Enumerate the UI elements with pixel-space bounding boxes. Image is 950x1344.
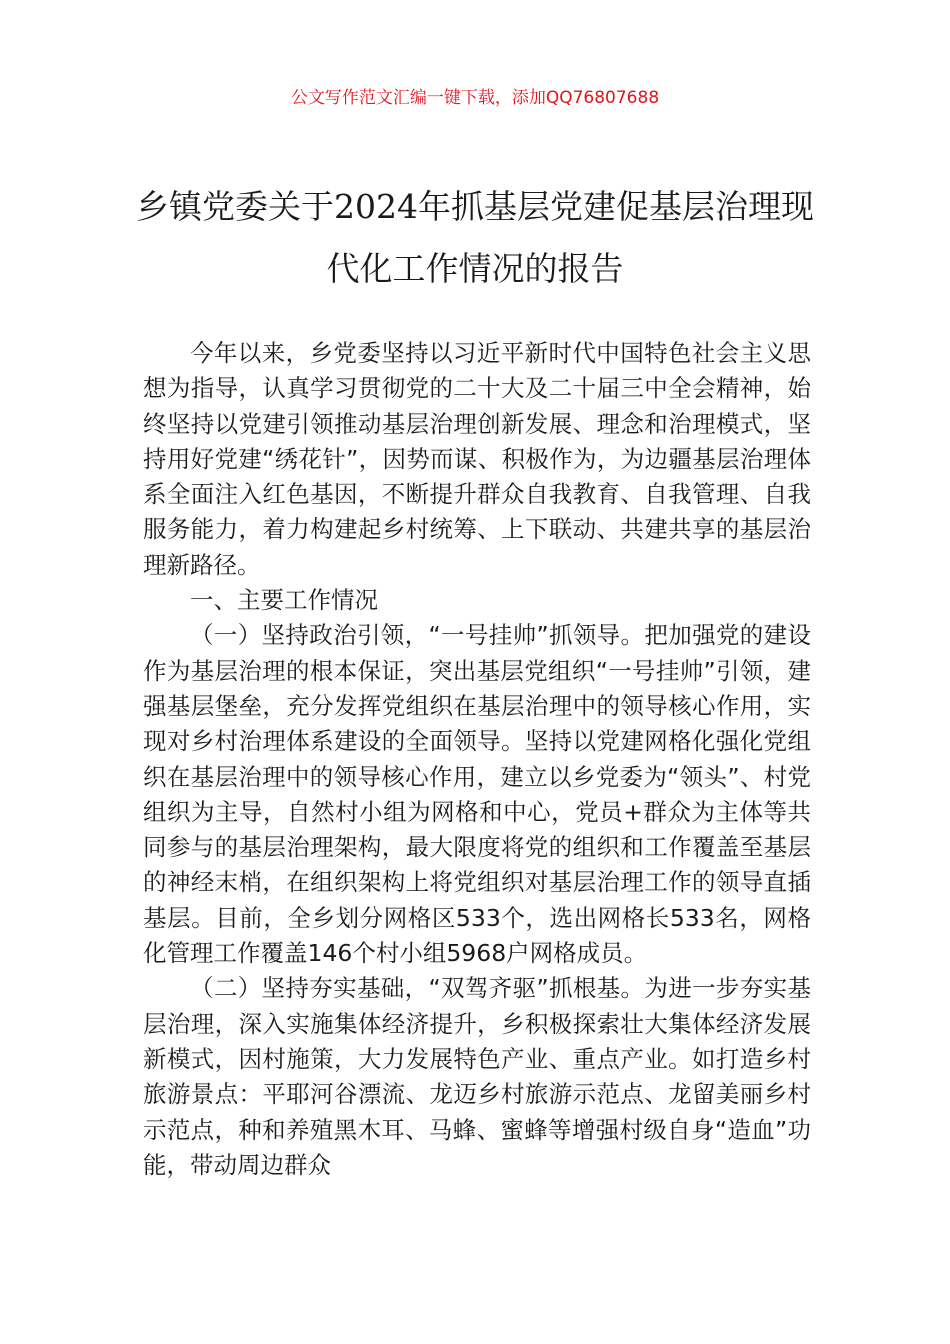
body-paragraph: （一）坚持政治引领，“一号挂帅”抓领导。把加强党的建设作为基层治理的根本保证，突出基层党组织“一号挂帅”引领，建强基层堡垒，充分发挥党组织在基层治理中的领导核心作用，实现对乡村治理体系建设的全面领导。坚持以党建网格化强化党组织在基层治理中的领导核心作用，建立以乡党委为“领头”、村党组织为主导，自然村小组为网格和中心，党员+群众为主体等共同参与的基层治理架构，最大限度将党的组织和工作覆盖至基层的神经末梢，在组织架构上将党组织对基层治理工作的领导直插基层。目前，全乡划分网格区533个，选出网格长533名，网格化管理工作覆盖146个村小组5968户网格成员。 [143, 621, 811, 968]
body-paragraph: （二）坚持夯实基础，“双驾齐驱”抓根基。为进一步夯实基层治理，深入实施集体经济提升，乡积极探索壮大集体经济发展新模式，因村施策，大力发展特色产业、重点产业。如打造乡村旅游景点：平耶河谷漂流、龙迈乡村旅游示范点、龙留美丽乡村示范点，种和养殖黑木耳、马蜂、蜜蜂等增强村级自身“造血”功能，带动周边群众 [143, 974, 811, 1179]
intro-paragraph: 今年以来，乡党委坚持以习近平新时代中国特色社会主义思想为指导，认真学习贯彻党的二十大及二十届三中全会精神，始终坚持以党建引领推动基层治理创新发展、理念和治理模式，坚持用好党建“绣花针”，因势而谋、积极作为，为边疆基层治理体系全面注入红色基因，不断提升群众自我教育、自我管理、自我服务能力，着力构建起乡村统筹、上下联动、共建共享的基层治理新路径。 [143, 339, 811, 579]
section-heading: 一、主要工作情况 [190, 586, 378, 615]
document-body [143, 336, 811, 1183]
header-note: 公文写作范文汇编一键下载，添加QQ76807688 [290, 88, 660, 108]
document-title: 乡镇党委关于2024年抓基层党建促基层治理现代化工作情况的报告 [136, 187, 814, 288]
